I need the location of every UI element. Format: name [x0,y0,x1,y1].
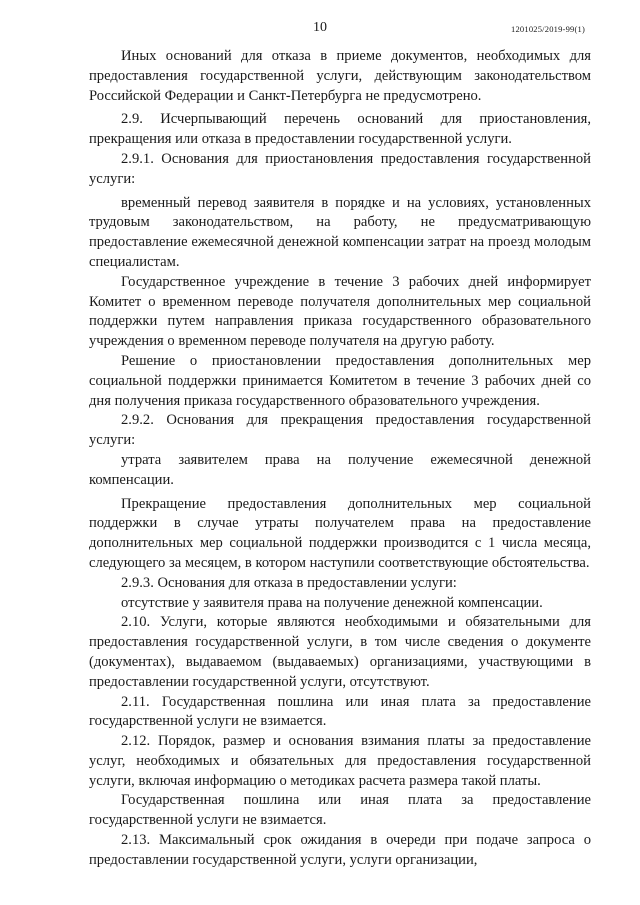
paragraph: 2.9.3. Основания для отказа в предоставлении услуги: [121,574,457,591]
paragraph: 2.11. Государственная пошлина или иная плата за предоставление государственной услуги не взимается. [89,693,591,730]
paragraph: Государственная пошлина или иная плата за предоставление государственной услуги не взимается. [89,792,591,829]
document-body [89,47,591,871]
paragraph: Прекращение предоставления дополнительных мер социальной поддержки в случае утраты получателем права на предоставление дополнительных мер социальной поддержки производится с 1 числа месяца, следующего за месяцем, в котором наступили соответствующие обстоятельства. [89,495,591,571]
document-code: 1201025/2019-99(1) [511,24,585,34]
paragraph: Иных оснований для отказа в приеме документов, необходимых для предоставления государственной услуги, действующим законодательством Российской Федерации и Санкт-Петербурга не предусмотрено. [89,48,591,104]
paragraph: 2.13. Максимальный срок ожидания в очереди при подаче запроса о предоставлении государственной услуги, услуги организации, [89,832,591,868]
paragraph: Государственное учреждение в течение 3 рабочих дней информирует Комитет о временном переводе получателя дополнительных мер социальной поддержки путем направления приказа государственного образовательного учреждения о временном переводе получателя на другую работу. [89,273,591,350]
paragraph: 2.10. Услуги, которые являются необходимыми и обязательными для предоставления государственной услуги, в том числе сведения о документе (документах), выдаваемом (выдаваемых) организациями, участвующими в предоставлении государственной услуги, отсутствуют. [89,614,591,690]
paragraph: 2.9.1. Основания для приостановления предоставления государственной услуги: [89,150,591,187]
paragraph: 2.12. Порядок, размер и основания взимания платы за предоставление услуг, необходимых и обязательных для предоставления государственной услуги, включая информацию о методиках расчета размера такой платы. [89,733,591,789]
paragraph: 2.9. Исчерпывающий перечень оснований для приостановления, прекращения или отказа в предоставлении государственной услуги. [89,111,591,148]
paragraph: временный перевод заявителя в порядке и на условиях, установленных трудовым законодательством, на работу, не предусматривающую предоставление ежемесячной денежной компенсации затрат на проезд молодым специалистам. [89,194,591,270]
paragraph: отсутствие у заявителя права на получение денежной компенсации. [121,594,543,611]
paragraph: 2.9.2. Основания для прекращения предоставления государственной услуги: [89,412,591,449]
paragraph: Решение о приостановлении предоставления дополнительных мер социальной поддержки принимается Комитетом в течение 3 рабочих дней со дня получения приказа государственного образовательного учреждения. [89,352,591,409]
page-number: 10 [313,20,327,35]
paragraph: утрата заявителем права на получение ежемесячной денежной компенсации. [89,451,591,488]
